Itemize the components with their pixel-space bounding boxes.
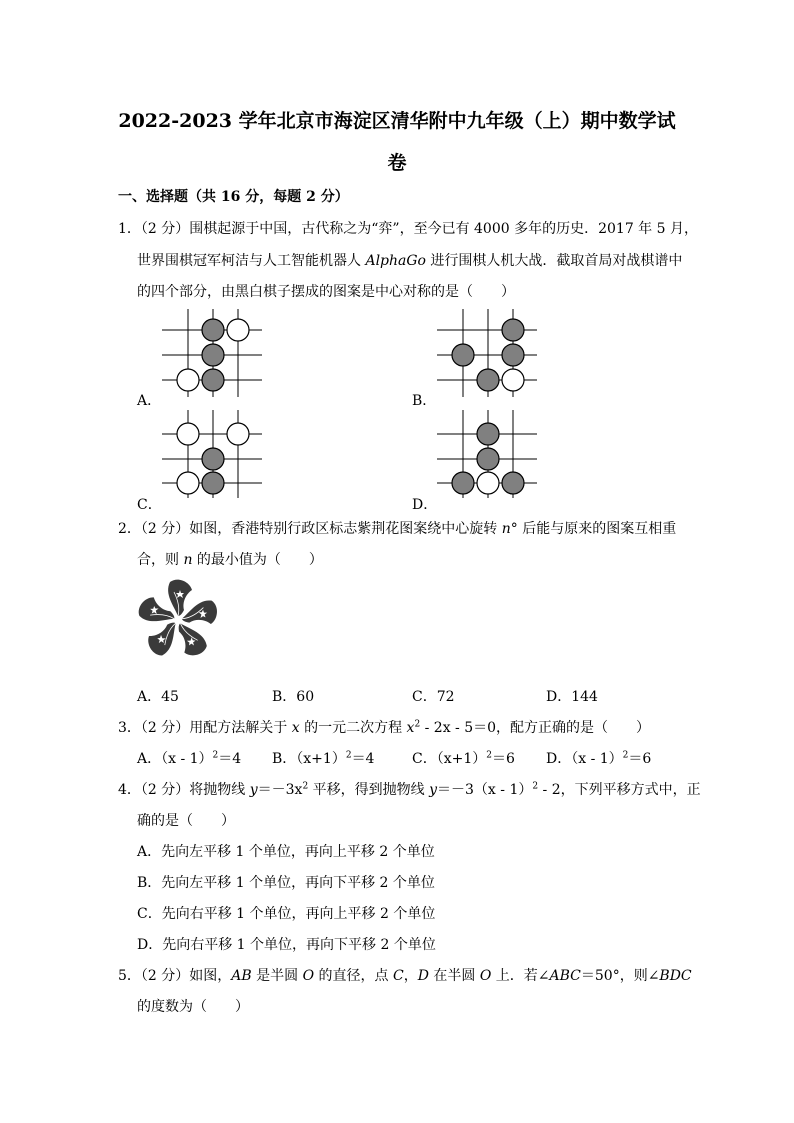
q3-option-a[interactable]: A．（x - 1）$^2$＝4 <box>137 750 242 767</box>
q3-option-c[interactable]: C．$(x+1)^2=6$ <box>412 750 515 767</box>
q4-line2: 确的是（ ） <box>137 813 235 829</box>
q3-line1: 3．（2 分）用配方法解关于 x 的一元二次方程 $x^2 - 2x - 5=0$，配方正确的是（ ） <box>118 719 651 736</box>
q2-option-d[interactable]: D．144 <box>546 689 598 705</box>
q2-line1: 2．（2 分）如图，香港特别行政区标志紫荆花图案绕中心旋转 n° 后能与原来的图案互相重 <box>118 521 677 537</box>
q1-option-b[interactable]: B． <box>412 393 437 409</box>
q1-line1: 1．（2 分）围棋起源于中国，古代称之为“弈”，至今已有 4000 多年的历史．2017 年 5 月， <box>118 221 698 237</box>
q3-option-b[interactable]: B．$(x+1)^2=4$ <box>272 750 375 767</box>
q5-line1: 5．（2 分）如图，AB 是半圆 O 的直径，点 C，D 在半圆 O 上．若∠ABC＝50°，则∠BDC <box>118 968 692 984</box>
q2-line2: 合，则 n 的最小值为（ ） <box>137 552 323 568</box>
go-figure-b <box>437 309 537 397</box>
q2-option-b[interactable]: B．60 <box>272 689 315 705</box>
q4-line1: 4．（2 分）将抛物线 $y=-3x^2$ 平移，得到抛物线 y＝－3（x - 1）$^2$ - 2，下列平移方式中，正 <box>118 781 701 798</box>
q5-line2: 的度数为（ ） <box>137 999 249 1015</box>
q4-option-d[interactable]: D．先向右平移 1 个单位，再向下平移 2 个单位 <box>137 937 436 953</box>
q1-option-c[interactable]: C． <box>137 497 162 513</box>
section-heading: 一、选择题（共 16 分，每题 2 分） <box>118 189 349 205</box>
q2-option-a[interactable]: A．45 <box>137 689 179 705</box>
bauhinia-emblem-icon <box>134 576 222 664</box>
q4-option-b[interactable]: B．先向左平移 1 个单位，再向下平移 2 个单位 <box>137 875 435 891</box>
go-figure-d <box>437 410 537 498</box>
go-figure-a <box>162 309 262 397</box>
q1-line3: 的四个部分，由黑白棋子摆成的图案是中心对称的是（ ） <box>137 284 515 300</box>
go-figure-c <box>162 410 262 498</box>
page-title: 2022-2023 学年北京市海淀区清华附中九年级（上）期中数学试 <box>118 110 676 132</box>
page-title-line2: 卷 <box>387 152 407 174</box>
q3-option-d[interactable]: D．（x - 1）$^2$＝6 <box>546 750 652 767</box>
q4-option-c[interactable]: C．先向右平移 1 个单位，再向上平移 2 个单位 <box>137 906 436 922</box>
q1-option-d[interactable]: D． <box>412 497 438 513</box>
q2-option-c[interactable]: C．72 <box>412 689 455 705</box>
q1-option-a[interactable]: A． <box>137 393 162 409</box>
q1-line2: 世界围棋冠军柯洁与人工智能机器人 AlphaGo 进行围棋人机大战．截取首局对战棋谱中 <box>137 253 683 269</box>
q4-option-a[interactable]: A．先向左平移 1 个单位，再向上平移 2 个单位 <box>137 844 435 860</box>
